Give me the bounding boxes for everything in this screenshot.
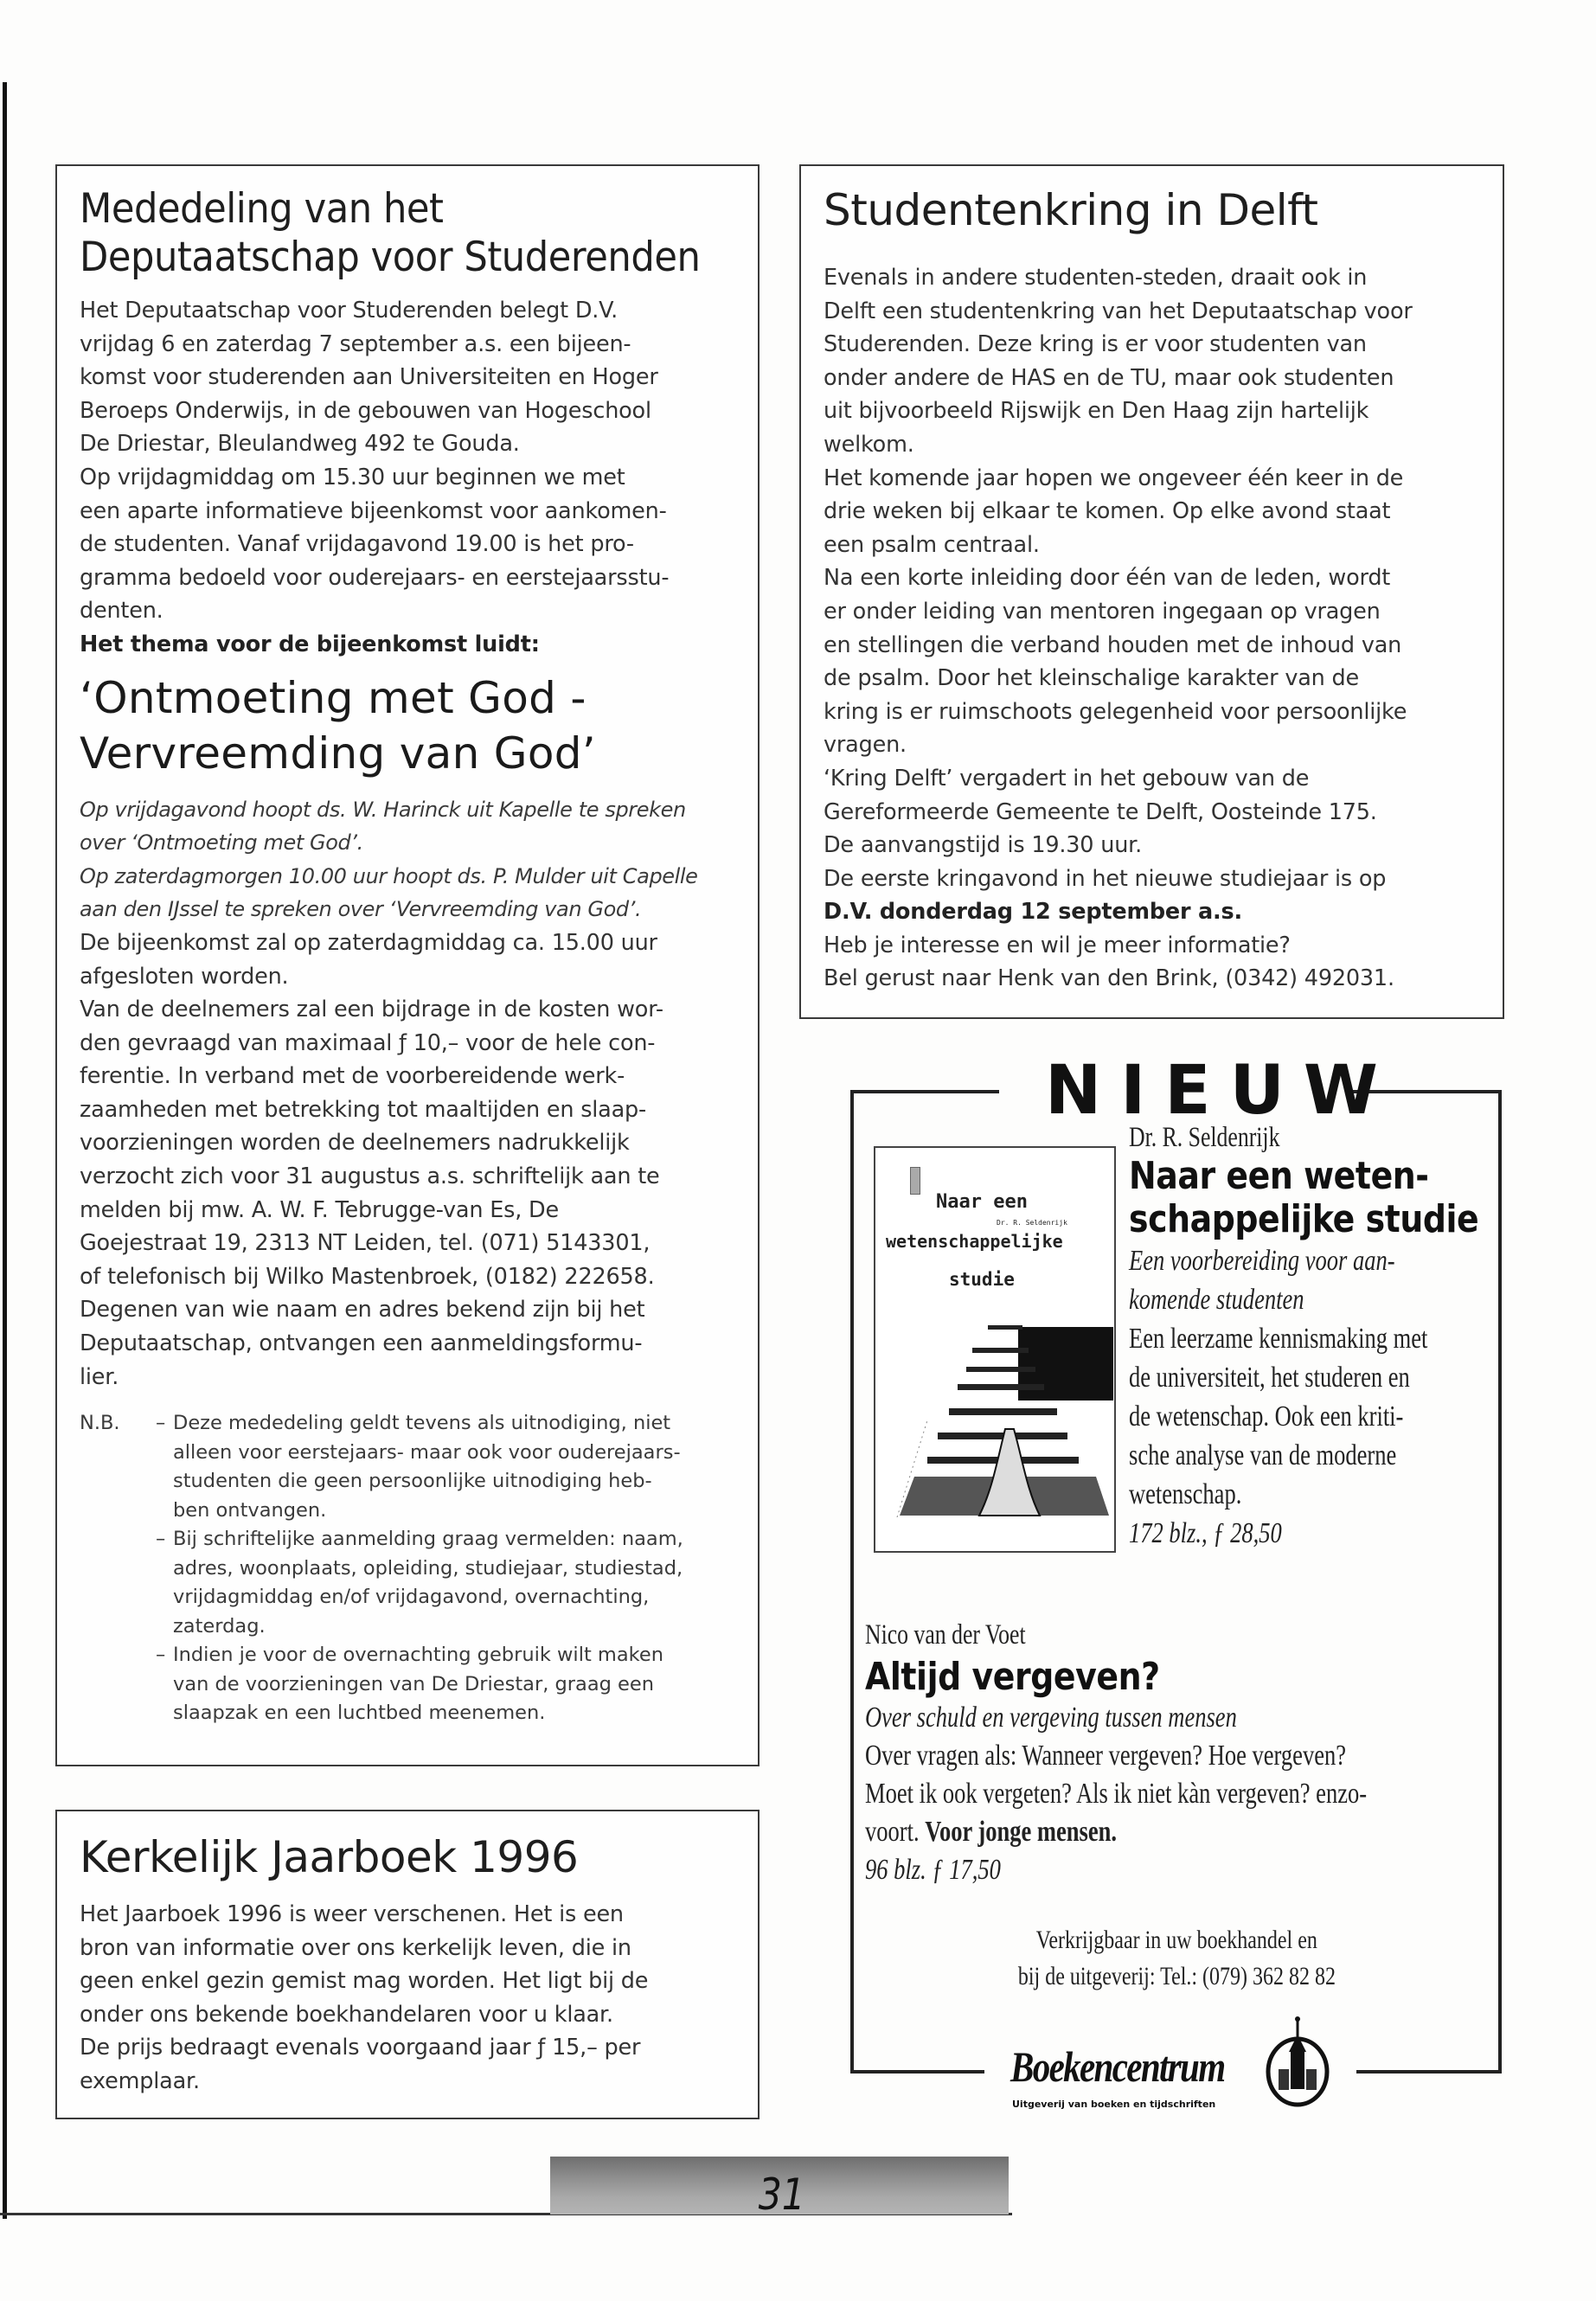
page-number: 31 bbox=[758, 2170, 805, 2220]
bullet-dash: – bbox=[156, 1644, 166, 1667]
text-line: Een leerzame kennismaking met bbox=[1129, 1323, 1428, 1355]
text-line: Het komende jaar hopen we ongeveer één keer in de bbox=[824, 465, 1404, 491]
text-line: en stellingen die verband houden met de inhoud van bbox=[824, 631, 1402, 658]
text-line: Van de deelnemers zal een bijdrage in de kosten wor- bbox=[80, 997, 663, 1023]
text-line: of telefonisch bij Wilko Mastenbroek, (0182) 222658. bbox=[80, 1263, 655, 1290]
text-line: een psalm centraal. bbox=[824, 531, 1040, 558]
nb-label-spacer bbox=[80, 1641, 156, 1728]
text-line: Over vragen als: Wanneer vergeven? Hoe vergeven? bbox=[865, 1740, 1347, 1772]
text-line: kring is er ruimschoots gelegenheid voor persoonlijke bbox=[824, 698, 1407, 725]
text-line: Na een korte inleiding door één van de leden, wordt bbox=[824, 565, 1391, 592]
theme-intro: Het thema voor de bijeenkomst luidt: bbox=[80, 631, 540, 657]
ad-frame-bottom-left bbox=[850, 2070, 984, 2073]
book2-description bbox=[865, 1737, 1488, 1851]
ad-frame-right bbox=[1498, 1090, 1502, 2073]
text-line: verzocht zich voor 31 augustus a.s. schriftelijk aan te bbox=[80, 1163, 660, 1190]
book2-info bbox=[865, 1618, 1488, 1889]
text-line: zaterdag. bbox=[173, 1614, 266, 1638]
text-line: vragen. bbox=[824, 732, 907, 759]
text-line: aan den IJssel te spreken over ‘Vervreemding van God’. bbox=[80, 897, 642, 922]
article-delft bbox=[799, 164, 1504, 1019]
cover-title-line: Naar een bbox=[936, 1191, 1028, 1213]
text-line: den gevraagd van maximaal ƒ 10,– voor de hele con- bbox=[80, 1029, 656, 1056]
book2-title: Altijd vergeven? bbox=[865, 1655, 1160, 1699]
book1-title-line: Naar een weten- bbox=[1129, 1154, 1429, 1198]
text-line: een aparte informatieve bijeenkomst voor aankomen- bbox=[80, 497, 667, 524]
speakers-note bbox=[80, 793, 735, 926]
text-line: gramma bedoeld voor ouderejaars- en eerstejaarsstu- bbox=[80, 564, 670, 591]
text-line bbox=[865, 1813, 1351, 1851]
text-line: welkom. bbox=[824, 431, 914, 458]
text-line: denten. bbox=[80, 598, 163, 625]
text-line: Op vrijdagmiddag om 15.30 uur beginnen we met bbox=[80, 464, 625, 490]
text-line: melden bij mw. A. W. F. Tebrugge-van Es, De bbox=[80, 1196, 559, 1223]
text-line: over ‘Ontmoeting met God’. bbox=[80, 830, 363, 856]
text-line: lier. bbox=[80, 1363, 119, 1390]
page-number-bar bbox=[550, 2157, 1009, 2220]
text-line: Verkrijgbaar in uw boekhandel en bbox=[1035, 1926, 1317, 1954]
article-title: Kerkelijk Jaarboek 1996 bbox=[80, 1832, 579, 1882]
ad-frame-top-left bbox=[850, 1090, 999, 1093]
text-line: Evenals in andere studenten-steden, draait ook in bbox=[824, 265, 1368, 291]
text-line: Bij schriftelijke aanmelding graag vermelden: naam, bbox=[173, 1528, 683, 1551]
article-details bbox=[80, 926, 735, 1394]
availability-line bbox=[865, 1958, 1488, 1995]
cover-logo-icon bbox=[910, 1167, 920, 1195]
nb-label-spacer bbox=[80, 1525, 156, 1641]
nb-item bbox=[80, 1409, 735, 1525]
book1-price: 172 blz., ƒ 28,50 bbox=[1129, 1517, 1282, 1549]
text-line: van de voorzieningen van De Driestar, graag een bbox=[173, 1672, 654, 1695]
book1-subtitle-line: Een voorbereiding voor aan- bbox=[1129, 1245, 1395, 1277]
ad-frame-bottom-right bbox=[1356, 2070, 1502, 2073]
nb-item bbox=[80, 1641, 735, 1728]
text-line: Deputaatschap, ontvangen een aanmeldingsformu- bbox=[80, 1330, 643, 1357]
text-line: De prijs bedraagt evenals voorgaand jaar ƒ 15,– per bbox=[80, 2035, 641, 2061]
bullet-dash: – bbox=[156, 1412, 166, 1435]
audience-note: Voor jonge mensen. bbox=[925, 1816, 1118, 1848]
article-body bbox=[824, 261, 1482, 996]
publisher-tagline: Uitgeverij van boeken en tijdschriften bbox=[1012, 2099, 1216, 2110]
church-emblem-icon bbox=[1263, 2016, 1332, 2111]
text-line: onder andere de HAS en de TU, maar ook studenten bbox=[824, 364, 1394, 391]
text-line: De aanvangstijd is 19.30 uur. bbox=[824, 832, 1143, 859]
book2-subtitle: Over schuld en vergeving tussen mensen bbox=[865, 1702, 1237, 1734]
publisher-logo bbox=[1003, 2016, 1332, 2119]
text-line: vrijdag 6 en zaterdag 7 september a.s. een bijeen- bbox=[80, 330, 631, 357]
text-line: bron van informatie over ons kerkelijk leven, die in bbox=[80, 1934, 631, 1961]
text-line: komst voor studerenden aan Universiteiten en Hoger bbox=[80, 364, 658, 391]
text-line: voorzieningen worden de deelnemers nadrukkelijk bbox=[80, 1130, 630, 1157]
cover-title-line: studie bbox=[949, 1269, 1015, 1290]
theme-heading bbox=[80, 670, 735, 781]
text-line: Heb je interesse en wil je meer informatie? bbox=[824, 932, 1291, 958]
cover-author: Dr. R. Seldenrijk bbox=[997, 1219, 1067, 1227]
text-line: vrijdagmiddag en/of vrijdagavond, overnachting, bbox=[173, 1586, 650, 1609]
article-title-line1: Mededeling van het bbox=[80, 185, 444, 233]
text-line: uit bijvoorbeeld Rijswijk en Den Haag zijn hartelijk bbox=[824, 398, 1369, 425]
book2-author: Nico van der Voet bbox=[865, 1619, 1026, 1650]
text-line: Beroeps Onderwijs, in de gebouwen van Hogeschool bbox=[80, 397, 651, 424]
text-line: de studenten. Vanaf vrijdagavond 19.00 is het pro- bbox=[80, 531, 634, 558]
text-line: slaapzak en een luchtbed meenemen. bbox=[173, 1702, 546, 1725]
publisher-name: Boekencentrum bbox=[1010, 2042, 1225, 2091]
theme-line: ‘Ontmoeting met God - bbox=[80, 672, 586, 723]
text-line: Deze mededeling geldt tevens als uitnodiging, niet bbox=[173, 1412, 671, 1435]
nb-item bbox=[80, 1525, 735, 1641]
bullet-dash: – bbox=[156, 1528, 166, 1551]
text-line: er onder leiding van mentoren ingegaan op vragen bbox=[824, 598, 1381, 625]
text-line: Indien je voor de overnachting gebruik wilt maken bbox=[173, 1644, 663, 1667]
article-body bbox=[80, 1898, 735, 2099]
text-line: ben ontvangen. bbox=[173, 1498, 327, 1522]
text-line: alleen voor eerstejaars- maar ook voor ouderejaars- bbox=[173, 1440, 681, 1464]
availability-line bbox=[865, 1922, 1488, 1958]
article-title: Studentenkring in Delft bbox=[824, 185, 1318, 235]
first-meeting-date: D.V. donderdag 12 september a.s. bbox=[824, 899, 1243, 926]
theme-line: Vervreemding van God’ bbox=[80, 727, 596, 779]
nb-text bbox=[173, 1525, 735, 1641]
text-line: Moet ik ook vergeten? Als ik niet kàn vergeven? enzo- bbox=[865, 1778, 1368, 1810]
text-line: ferentie. In verband met de voorbereidende werk- bbox=[80, 1063, 625, 1090]
text-line: ‘Kring Delft’ vergadert in het gebouw van de bbox=[824, 765, 1310, 792]
text-line: Goejestraat 19, 2313 NT Leiden, tel. (071) 5143301, bbox=[80, 1230, 651, 1257]
cover-title-line: wetenschappelijke bbox=[886, 1231, 1063, 1252]
text-line: de universiteit, het studeren en bbox=[1129, 1362, 1410, 1394]
text-line: Studerenden. Deze kring is er voor studenten van bbox=[824, 331, 1367, 358]
book-cover-image bbox=[874, 1146, 1116, 1553]
text-line: De eerste kringavond in het nieuwe studiejaar is op bbox=[824, 865, 1387, 892]
nb-label: N.B. bbox=[80, 1412, 120, 1435]
article-intro bbox=[80, 294, 735, 662]
book2-price: 96 blz. ƒ 17,50 bbox=[865, 1854, 1001, 1886]
text-line: wetenschap. bbox=[1129, 1478, 1242, 1510]
text-line: geen enkel gezin gemist mag worden. Het ligt bij de bbox=[80, 1968, 649, 1995]
text-line: Op vrijdagavond hoopt ds. W. Harinck uit Kapelle te spreken bbox=[80, 797, 686, 822]
ad-frame-left bbox=[850, 1090, 854, 2073]
text-line: de psalm. Door het kleinschalige karakter van de bbox=[824, 665, 1359, 692]
text-line: adres, woonplaats, opleiding, studiejaar, studiestad, bbox=[173, 1556, 683, 1580]
text-line: Delft een studentenkring van het Deputaatschap voor bbox=[824, 298, 1413, 324]
text-line: zaamheden met betrekking tot maaltijden en slaap- bbox=[80, 1096, 647, 1123]
nb-text bbox=[173, 1641, 735, 1728]
nb-text bbox=[173, 1409, 735, 1525]
text-line: de wetenschap. Ook een kriti- bbox=[1129, 1400, 1404, 1433]
text-line: onder ons bekende boekhandelaren voor u klaar. bbox=[80, 2001, 613, 2028]
book1-description bbox=[1129, 1319, 1492, 1514]
cover-staircase-illustration-icon bbox=[875, 1317, 1114, 1541]
text-span: voort. bbox=[865, 1816, 926, 1848]
text-line: Het Jaarboek 1996 is weer verschenen. Het is een bbox=[80, 1901, 624, 1927]
text-line: De bijeenkomst zal op zaterdagmiddag ca. 15.00 uur bbox=[80, 929, 657, 956]
ad-banner-nieuw: NIEUW bbox=[1045, 1052, 1397, 1130]
book1-title-line: schappelijke studie bbox=[1129, 1197, 1479, 1241]
text-line: Degenen van wie naam en adres bekend zijn bij het bbox=[80, 1297, 645, 1324]
text-line: drie weken bij elkaar te komen. Op elke avond staat bbox=[824, 498, 1391, 525]
text-line: Het Deputaatschap voor Studerenden belegt D.V. bbox=[80, 298, 619, 324]
book1-author: Dr. R. Seldenrijk bbox=[1129, 1122, 1280, 1153]
text-line: Gereformeerde Gemeente te Delft, Oosteinde 175. bbox=[824, 798, 1377, 825]
page-edge-rule bbox=[3, 82, 7, 2219]
text-line: De Driestar, Bleulandweg 492 te Gouda. bbox=[80, 431, 520, 458]
text-line: exemplaar. bbox=[80, 2067, 200, 2094]
text-line: Op zaterdagmorgen 10.00 uur hoopt ds. P. Mulder uit Capelle bbox=[80, 863, 698, 888]
article-jaarboek bbox=[55, 1810, 760, 2119]
text-line: afgesloten worden. bbox=[80, 963, 289, 990]
availability-note bbox=[865, 1922, 1488, 1995]
book1-subtitle-line: komende studenten bbox=[1129, 1284, 1304, 1316]
text-line: studenten die geen persoonlijke uitnodiging heb- bbox=[173, 1470, 652, 1493]
text-line: bij de uitgeverij: Tel.: (079) 362 82 82 bbox=[1017, 1962, 1336, 1990]
nb-notes bbox=[80, 1409, 735, 1728]
book1-info bbox=[1129, 1120, 1492, 1553]
article-title-line2: Deputaatschap voor Studerenden bbox=[80, 234, 701, 281]
contact-line: Bel gerust naar Henk van den Brink, (0342) 492031. bbox=[824, 965, 1394, 992]
article-mededeling bbox=[55, 164, 760, 1766]
text-line: sche analyse van de moderne bbox=[1129, 1439, 1397, 1471]
